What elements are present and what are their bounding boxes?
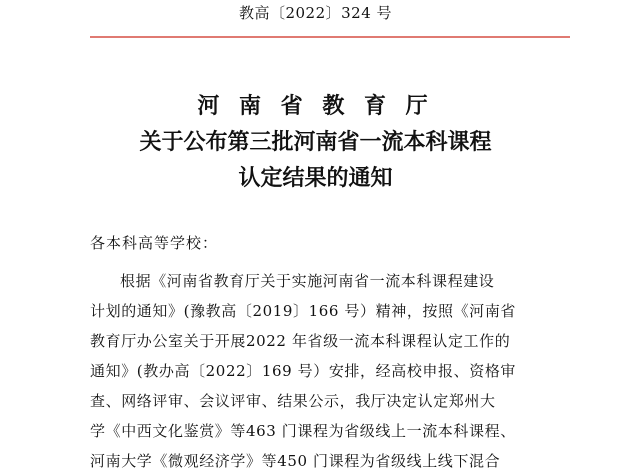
body-line: 通知》(教办高〔2022〕169 号）安排，经高校申报、资格审 bbox=[90, 362, 517, 380]
body-line: 查、网络评审、会议评审、结果公示，我厅决定认定郑州大 bbox=[90, 392, 496, 410]
document-number: 教高〔2022〕324 号 bbox=[238, 4, 393, 22]
body-line: 根据《河南省教育厅关于实施河南省一流本科课程建设 bbox=[120, 272, 495, 290]
title-subject-line-1: 关于公布第三批河南省一流本科课程 bbox=[139, 129, 492, 155]
body-line: 河南大学《微观经济学》等450 门课程为省级线上线下混合 bbox=[90, 452, 501, 470]
title-issuer: 河 南 省 教 育 厅 bbox=[197, 93, 434, 119]
body-line: 教育厅办公室关于开展2022 年省级一流本科课程认定工作的 bbox=[90, 332, 511, 350]
red-header-rule bbox=[90, 36, 570, 38]
title-subject-line-2: 认定结果的通知 bbox=[238, 165, 393, 191]
body-line: 学《中西文化鉴赏》等463 门课程为省级线上一流本科课程、 bbox=[90, 422, 516, 440]
salutation: 各本科高等学校： bbox=[90, 234, 219, 252]
body-line: 计划的通知》(豫教高〔2019〕166 号）精神，按照《河南省 bbox=[90, 302, 517, 320]
document-title bbox=[0, 88, 631, 196]
body-text bbox=[90, 266, 570, 476]
